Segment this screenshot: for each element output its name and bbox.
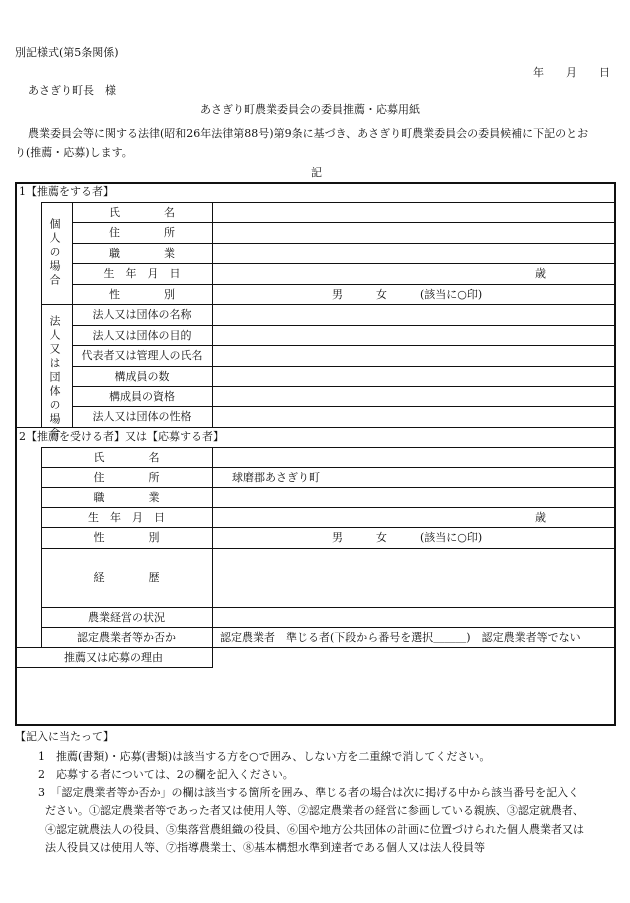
- s2-certified-label: 認定農業者等か否か: [77, 630, 176, 644]
- s1-representative-label: 代表者又は管理人の氏名: [81, 349, 203, 362]
- s1-birthdate-label: 生 年 月 日: [103, 267, 181, 280]
- s1-org-purpose-label: 法人又は団体の目的: [92, 328, 192, 342]
- s1-org-nature-label: 法人又は団体の性格: [92, 410, 192, 423]
- s2-gender-options[interactable]: 男 女 (該当に○印): [332, 531, 483, 544]
- s1-org-name-label: 法人又は団体の名称: [92, 308, 192, 321]
- date-label: 年 月 日: [533, 66, 610, 79]
- s1-occupation-label: 職 業: [109, 246, 175, 260]
- corporate-label: 法人又は団体の場合: [48, 315, 61, 441]
- s2-name-label: 氏 名: [93, 450, 160, 464]
- notes-heading: 【記入に当たって】: [15, 730, 114, 743]
- s2-address-value[interactable]: 球磨郡あさぎり町: [232, 471, 320, 484]
- addressee: あさぎり町長 様: [28, 84, 116, 97]
- intro-line-1: 農業委員会等に関する法律(昭和26年法律第88号)第9条に基づき、あさぎり町農業委員会の委員候補に下記のとお: [28, 127, 589, 140]
- ki-label: 記: [311, 166, 322, 179]
- s2-career-label: 経 歴: [93, 571, 160, 584]
- s1-name-label: 氏 名: [109, 205, 175, 219]
- s1-gender-label: 性 別: [109, 287, 175, 301]
- s2-address-label: 住 所: [93, 470, 160, 484]
- s2-age-unit: 歳: [535, 511, 546, 524]
- note-item-2: 2 応募する者については、2の欄を記入ください。: [38, 768, 294, 781]
- s2-certified-options[interactable]: 認定農業者 準じる者(下段から番号を選択＿＿＿) 認定農業者等でない: [220, 631, 581, 644]
- form-label: 別記様式(第5条関係): [15, 46, 119, 59]
- page-title: あさぎり町農業委員会の委員推薦・応募用紙: [200, 103, 420, 116]
- s1-age-unit: 歳: [535, 267, 546, 280]
- s2-gender-label: 性 別: [93, 531, 160, 544]
- individual-label: 個人の場合: [48, 218, 61, 288]
- s2-birthdate-label: 生 年 月 日: [88, 510, 165, 524]
- reason-label: 推薦又は応募の理由: [64, 650, 163, 664]
- section2-heading: 2【推薦を受ける者】又は【応募する者】: [19, 430, 224, 443]
- s2-occupation-label: 職 業: [93, 490, 160, 504]
- note-item-3-line-4: 法人役員又は使用人等、⑦指導農業士、⑧基本構想水準到達者である個人又は法人役員等: [45, 841, 485, 854]
- section1-heading: 1【推薦をする者】: [19, 185, 114, 198]
- intro-line-2: り(推薦・応募)します。: [15, 146, 133, 159]
- note-item-3-line-2: ださい。①認定農業者等であった者又は使用人等、②認定農業者の経営に参画している親族、③認定就農者、: [45, 804, 584, 817]
- note-item-3-line-1: 3 「認定農業者等か否か」の欄は該当する箇所を囲み、準じる者の場合は次に掲げる中から該当番号を記入く: [38, 786, 580, 799]
- s1-member-qualification-label: 構成員の資格: [109, 389, 175, 403]
- s2-farm-status-label: 農業経営の状況: [88, 610, 165, 624]
- s1-member-count-label: 構成員の数: [114, 369, 170, 383]
- s1-gender-options[interactable]: 男 女 (該当に○印): [332, 288, 483, 301]
- note-item-1: 1 推薦(書類)・応募(書類)は該当する方を○で囲み、しない方を二重線で消してください。: [38, 750, 491, 763]
- s1-address-label: 住 所: [109, 226, 175, 239]
- note-item-3-line-3: ④認定就農法人の役員、⑤集落営農組織の役員、⑥国や地方公共団体の計画に位置づけられた個人農業者又は: [45, 823, 584, 836]
